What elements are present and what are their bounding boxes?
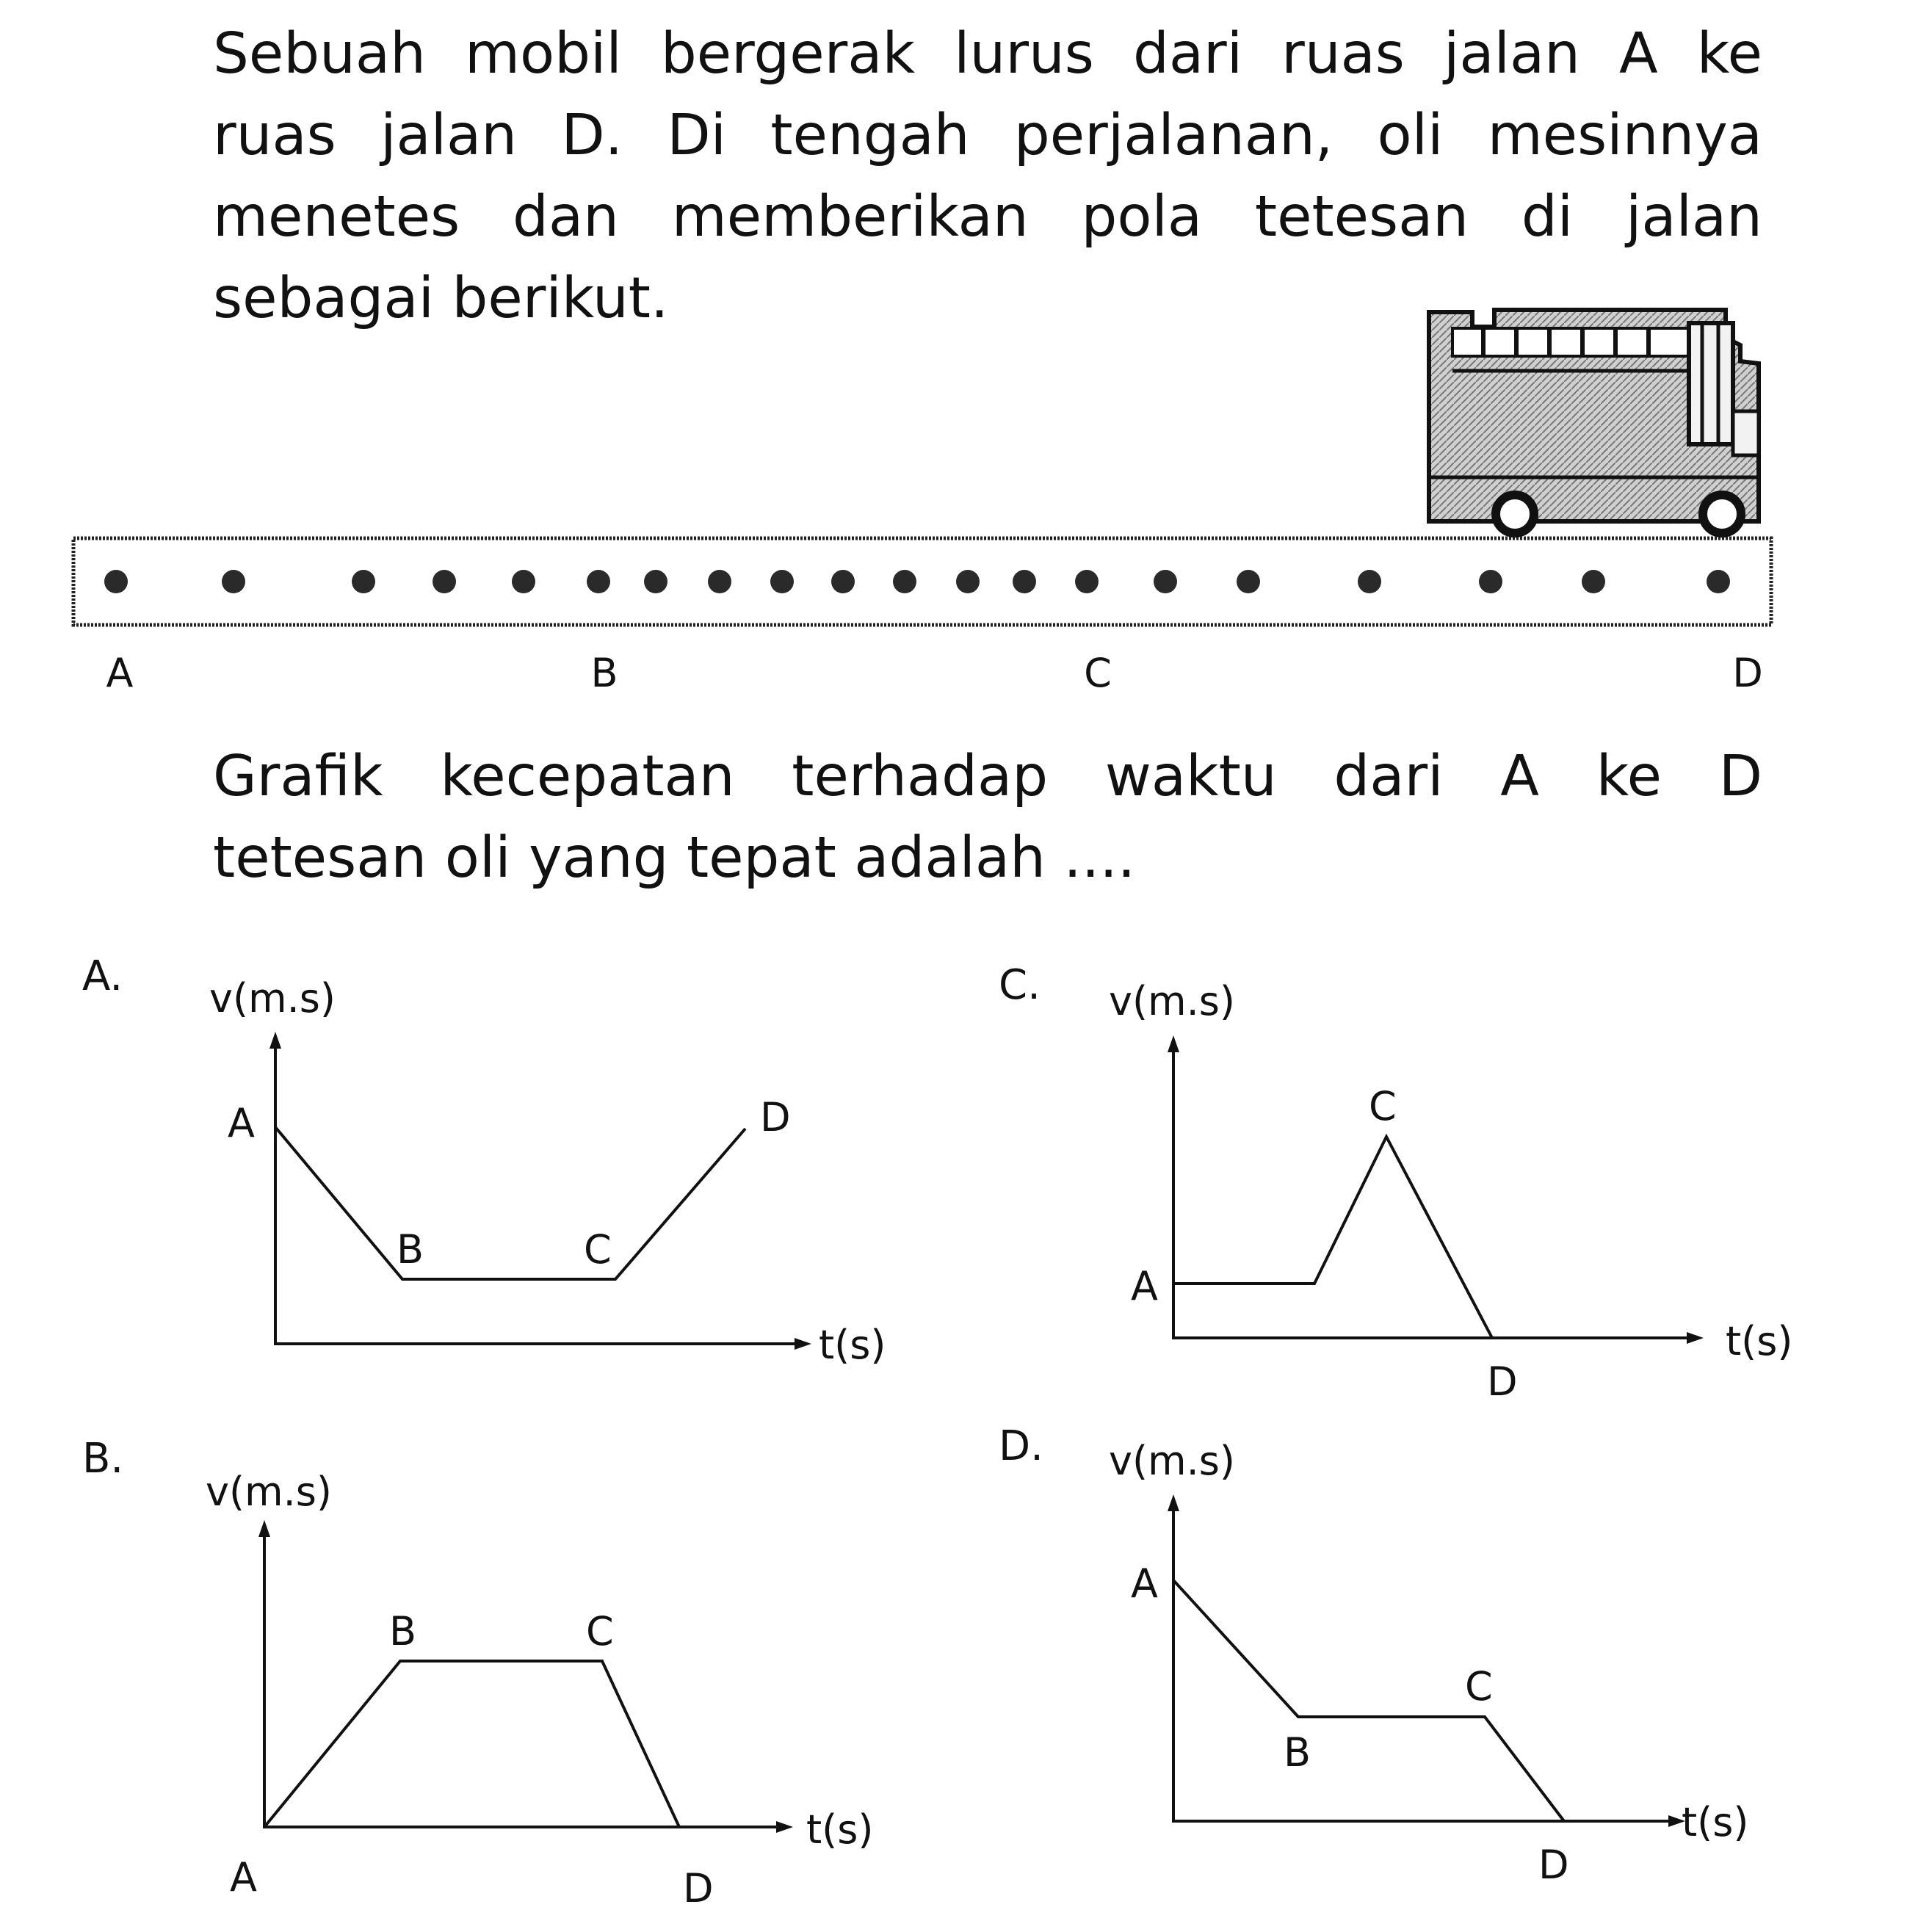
y-axis-arrow bbox=[1168, 1494, 1179, 1511]
y-axis-arrow bbox=[1168, 1035, 1179, 1052]
option-letter: A. bbox=[82, 952, 123, 1000]
oil-drop bbox=[1479, 570, 1502, 593]
point-label: C bbox=[584, 1226, 612, 1273]
oil-drop bbox=[770, 570, 794, 593]
x-axis-label: t(s) bbox=[806, 1806, 874, 1853]
oil-drop bbox=[352, 570, 375, 593]
oil-drop bbox=[644, 570, 667, 593]
point-label: D bbox=[683, 1865, 714, 1911]
option-a-graph bbox=[82, 952, 886, 1368]
oil-drop bbox=[512, 570, 535, 593]
velocity-curve bbox=[264, 1661, 679, 1827]
oil-drop bbox=[1237, 570, 1260, 593]
oil-drop bbox=[1154, 570, 1177, 593]
oil-drop bbox=[1707, 570, 1730, 593]
y-axis-arrow bbox=[269, 1032, 281, 1049]
point-label: B bbox=[389, 1608, 417, 1654]
point-label: D bbox=[1487, 1358, 1518, 1405]
x-axis-label: t(s) bbox=[819, 1322, 886, 1368]
oil-drop bbox=[104, 570, 128, 593]
axes bbox=[275, 1046, 797, 1344]
x-axis-arrow bbox=[776, 1821, 793, 1833]
velocity-curve bbox=[1173, 1137, 1492, 1338]
road-strip bbox=[73, 538, 1771, 625]
x-axis-arrow bbox=[1687, 1332, 1704, 1344]
oil-drop bbox=[956, 570, 980, 593]
velocity-curve bbox=[1173, 1580, 1564, 1821]
point-label: C bbox=[586, 1608, 614, 1654]
oil-drop bbox=[1582, 570, 1605, 593]
y-axis-arrow bbox=[258, 1520, 270, 1537]
oil-drop bbox=[433, 570, 456, 593]
option-letter: C. bbox=[999, 961, 1041, 1009]
point-label: A bbox=[1131, 1560, 1158, 1607]
axes bbox=[264, 1535, 778, 1827]
axes bbox=[1173, 1509, 1671, 1821]
option-c-graph bbox=[999, 961, 1792, 1405]
intro-line: ruas jalan D. Di tengah perjalanan, oli mesinnya bbox=[213, 103, 1762, 168]
intro-line: Sebuah mobil bergerak lurus dari ruas jalan A ke bbox=[213, 21, 1762, 87]
y-axis-label: v(m.s) bbox=[1109, 978, 1235, 1024]
oil-drop bbox=[1358, 570, 1381, 593]
prompt-line: tetesan oli yang tepat adalah .... bbox=[213, 825, 1136, 891]
y-axis-label: v(m.s) bbox=[209, 975, 336, 1021]
point-label: A bbox=[230, 1854, 257, 1900]
road-point-label: C bbox=[1084, 650, 1112, 696]
x-axis-label: t(s) bbox=[1726, 1318, 1793, 1364]
option-d-graph bbox=[999, 1422, 1748, 1888]
point-label: D bbox=[1538, 1842, 1569, 1888]
option-b-graph bbox=[82, 1435, 873, 1911]
prompt-line: Grafik kecepatan terhadap waktu dari A ke D bbox=[213, 744, 1762, 809]
option-letter: B. bbox=[82, 1435, 124, 1483]
option-letter: D. bbox=[999, 1422, 1043, 1470]
road-point-label: A bbox=[106, 650, 134, 696]
y-axis-label: v(m.s) bbox=[206, 1469, 332, 1515]
point-label: C bbox=[1465, 1663, 1493, 1710]
oil-drop bbox=[708, 570, 731, 593]
y-axis-label: v(m.s) bbox=[1109, 1438, 1235, 1484]
intro-line: menetes dan memberikan pola tetesan di jalan bbox=[213, 184, 1762, 250]
point-label: D bbox=[760, 1094, 791, 1140]
oil-drop bbox=[893, 570, 916, 593]
bus-icon bbox=[1429, 310, 1759, 533]
point-label: B bbox=[1284, 1729, 1311, 1776]
x-axis-label: t(s) bbox=[1682, 1799, 1749, 1845]
axes bbox=[1173, 1050, 1689, 1338]
intro-line: sebagai berikut. bbox=[213, 266, 669, 331]
x-axis-arrow bbox=[795, 1338, 811, 1350]
point-label: A bbox=[228, 1100, 255, 1146]
point-label: C bbox=[1369, 1083, 1397, 1129]
road-point-label: B bbox=[590, 650, 618, 696]
velocity-curve bbox=[275, 1127, 745, 1279]
road-point-label: D bbox=[1732, 650, 1763, 696]
point-label: B bbox=[397, 1226, 424, 1273]
road-diagram bbox=[73, 310, 1771, 696]
oil-drop bbox=[1075, 570, 1099, 593]
point-label: A bbox=[1131, 1263, 1158, 1309]
oil-drop bbox=[587, 570, 610, 593]
oil-drop bbox=[1013, 570, 1036, 593]
oil-drop bbox=[831, 570, 855, 593]
oil-drop bbox=[222, 570, 245, 593]
